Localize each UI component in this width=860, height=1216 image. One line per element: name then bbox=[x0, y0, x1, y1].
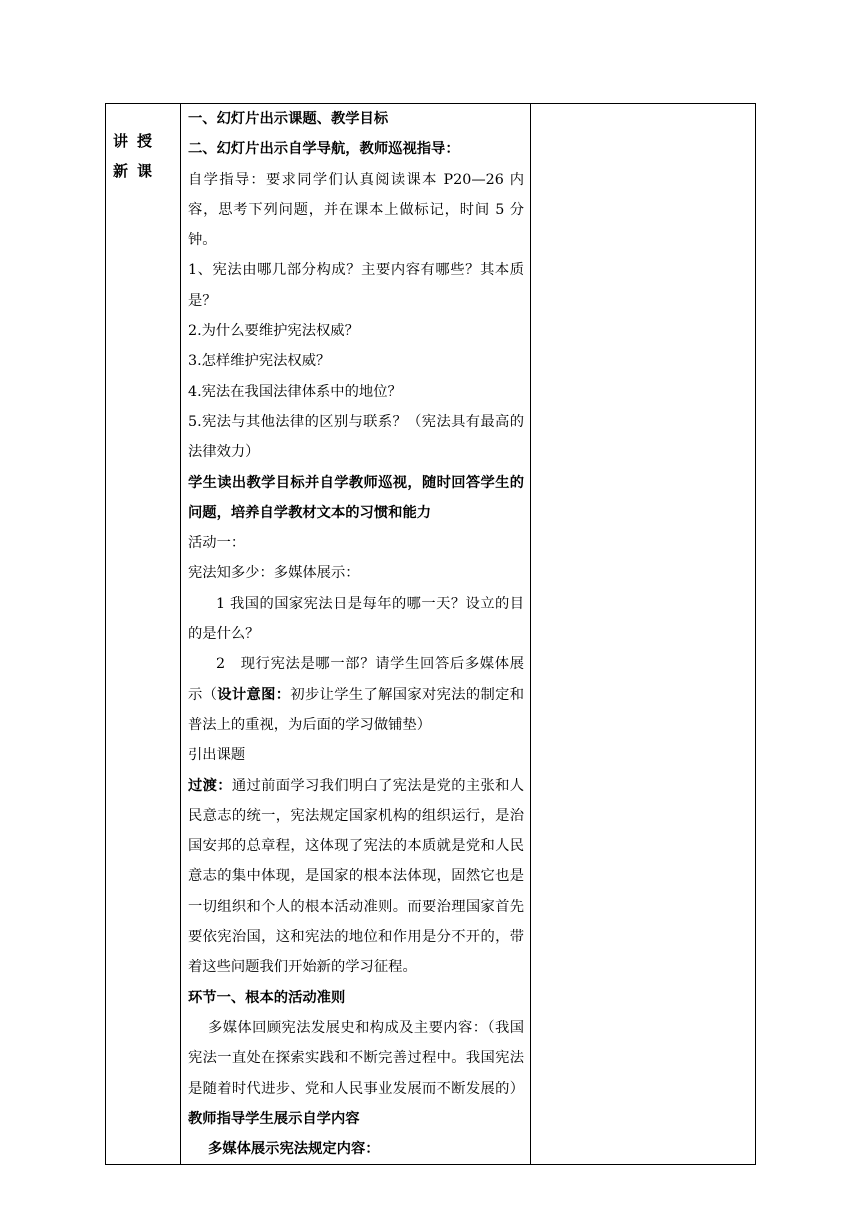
table-row bbox=[106, 104, 756, 1165]
student-activity-note: 学生读出教学目标并自学教师巡视，随时回答学生的问题，培养自学教材文本的习惯和能力 bbox=[188, 474, 524, 521]
content-cell bbox=[181, 104, 531, 1165]
media-display-heading: 多媒体展示宪法规定内容： bbox=[208, 1141, 380, 1158]
transition-label: 过渡： bbox=[188, 777, 232, 794]
activity-question-1: 1 我国的国家宪法日是每年的哪一天？设立的目的是什么？ bbox=[188, 595, 524, 643]
row-label-cell bbox=[106, 104, 181, 1165]
lead-in-topic: 引出课题 bbox=[188, 747, 246, 764]
question-2: 2.为什么要维护宪法权威？ bbox=[188, 323, 359, 340]
section-1-heading: 环节一、根本的活动准则 bbox=[188, 989, 346, 1006]
notes-cell bbox=[531, 104, 756, 1165]
media-review-paragraph: 多媒体回顾宪法发展史和构成及主要内容：（我国宪法一直处在探索实践和不断完善过程中。我国宪法是随着时代进步、党和人民事业发展而不断发展的）教师指导学生展示自学内容 bbox=[188, 1019, 524, 1127]
teacher-guidance-note: 教师指导学生展示自学内容 bbox=[188, 1110, 360, 1127]
activity-1-title: 活动一： bbox=[188, 535, 246, 552]
design-intent-label: 设计意图： bbox=[217, 686, 291, 703]
lesson-plan-table bbox=[105, 103, 756, 1165]
question-5: 5.宪法与其他法律的区别与联系？（宪法具有最高的法律效力） bbox=[188, 413, 524, 461]
question-3: 3.怎样维护宪法权威？ bbox=[188, 353, 331, 370]
step-heading-2: 二、幻灯片出示自学导航，教师巡视指导： bbox=[188, 141, 460, 158]
activity-question-2: 2 现行宪法是哪一部？请学生回答后多媒体展示（设计意图：初步让学生了解国家对宪法的制定和普法上的重视，为后面的学习做铺垫） bbox=[188, 656, 525, 733]
self-study-guide: 自学指导：要求同学们认真阅读课本 P20—26 内容，思考下列问题，并在课本上做标记，时间 5 分钟。 bbox=[188, 171, 524, 249]
transition-paragraph: 过渡：通过前面学习我们明白了宪法是党的主张和人民意志的统一，宪法规定国家机构的组织运行，是治国安邦的总章程，这体现了宪法的本质就是党和人民意志的集中体现，是国家的根本法体现，固然它也是一切组织和个人的根本活动准则。而要治理国家首先要依宪治国，这和宪法的地位和作用是分不开的，带着这些问题我们开始新的学习征程。 bbox=[188, 777, 525, 976]
activity-1-intro: 宪法知多少：多媒体展示： bbox=[188, 565, 360, 582]
question-4: 4.宪法在我国法律体系中的地位？ bbox=[188, 383, 402, 400]
question-1: 1、宪法由哪几部分构成？主要内容有哪些？其本质是？ bbox=[188, 262, 524, 309]
lesson-content bbox=[188, 104, 524, 1164]
step-heading-1: 一、幻灯片出示课题、教学目标 bbox=[188, 111, 389, 127]
row-label: 讲授新课 bbox=[113, 132, 162, 180]
